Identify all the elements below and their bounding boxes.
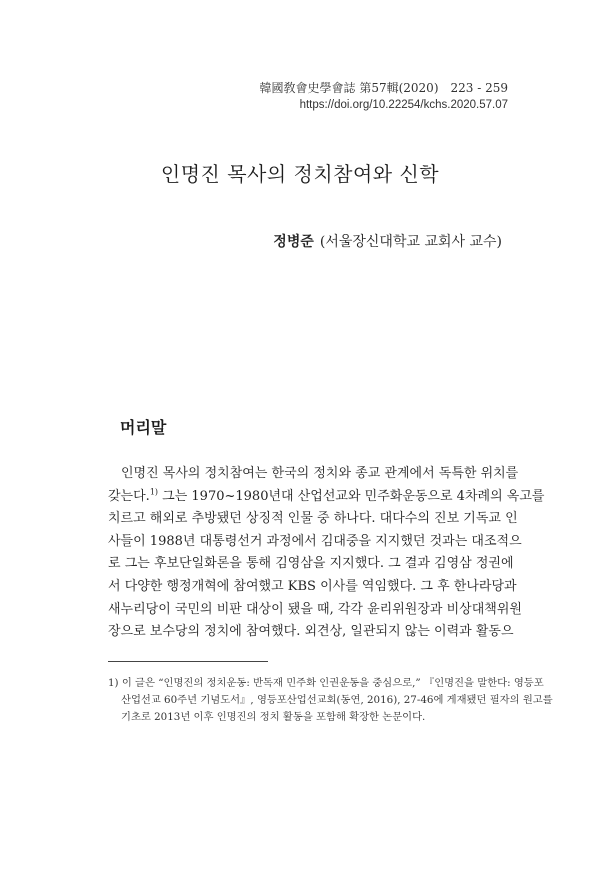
footnote-line: 기초로 2013년 이후 인명진의 정치 활동을 포함해 확장한 논문이다. (121, 710, 426, 723)
footnote-divider (108, 661, 268, 662)
author-line (273, 231, 502, 251)
body-line: 장으로 보수당의 정치에 참여했다. 외견상, 일관되지 않는 이력과 활동으 (108, 624, 514, 640)
footnote-line: 산업선교 60주년 기념도서』, 영등포산업선교회(동연, 2016), 27-46에 게재됐던 필자의 원고를 (121, 693, 553, 706)
body-line-text: 갖는다. (108, 488, 150, 504)
footnote-line: 1) 이 글은 “인명진의 정치운동: 반독재 민주화 인권운동을 중심으로,” 『인명진을 말한다: 영등포 (108, 677, 544, 689)
body-line: 사들이 1988년 대통령선거 과정에서 김대중을 지지했던 것과는 대조적으 (108, 533, 522, 549)
author-name: 정병준 (273, 234, 314, 250)
author-affiliation: (서울장신대학교 교회사 교수) (319, 234, 502, 250)
body-paragraph (108, 463, 545, 644)
journal-header (260, 80, 508, 114)
body-line: 서 다양한 행정개혁에 참여했고 KBS 이사를 역임했다. 그 후 한나라당과 (108, 578, 517, 594)
section-heading: 머리말 (120, 418, 167, 437)
body-line: 새누리당이 국민의 비판 대상이 됐을 때, 각각 윤리위원장과 비상대책위원 (108, 601, 522, 617)
body-line: 치르고 해외로 추방됐던 상징적 인물 중 하나다. 대다수의 진보 기독교 인 (108, 511, 518, 527)
paper-title: 인명진 목사의 정치참여와 신학 (160, 162, 440, 186)
footnote (108, 675, 553, 725)
body-line (108, 486, 545, 509)
journal-citation: 韓國敎會史學會誌 第57輯(2020) 223 - 259 (259, 81, 508, 95)
body-line: 로 그는 후보단일화론을 통해 김영삼을 지지했다. 그 결과 김영삼 정권에 (108, 556, 514, 572)
doi-link[interactable]: https://doi.org/10.22254/kchs.2020.57.07 (299, 99, 508, 111)
body-line-text: 그는 1970~1980년대 산업선교와 민주화운동으로 4차례의 옥고를 (158, 488, 545, 504)
footnote-ref[interactable]: 1) (149, 487, 159, 497)
body-line: 인명진 목사의 정치참여는 한국의 정치와 종교 관계에서 독특한 위치를 (121, 466, 519, 481)
